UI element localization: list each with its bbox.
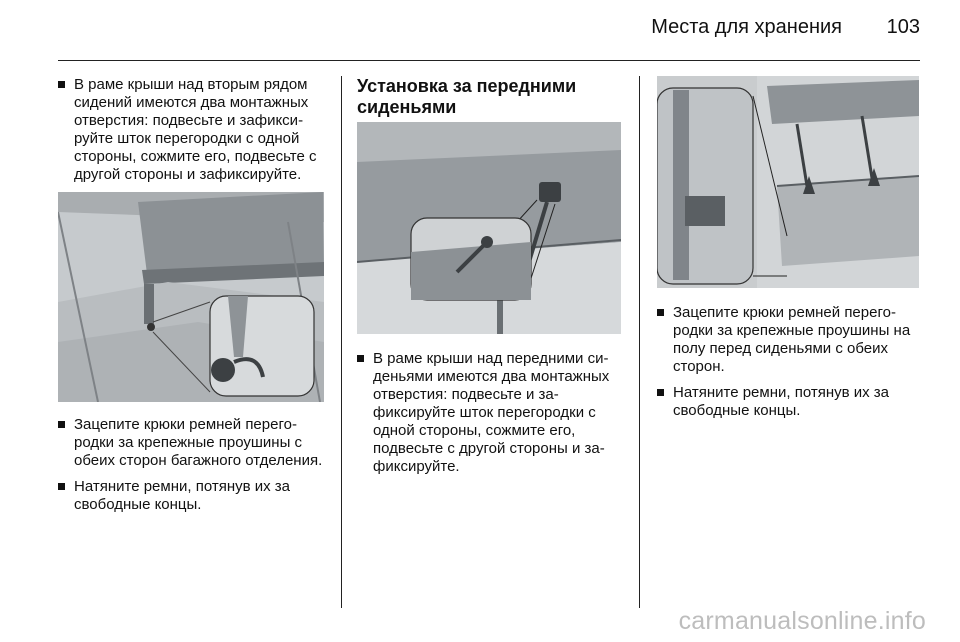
bullet-text: Зацепите крюки ремней перегородки за крепежные проушины с обеих сторон багажного отделения.	[74, 416, 323, 469]
section-heading: Установка за передними сиденьями	[357, 76, 577, 117]
bullet-text: Натяните ремни, потянув их за свободные концы.	[74, 478, 291, 513]
right-column	[657, 76, 919, 428]
bullet-item	[357, 350, 621, 476]
bullet-square	[58, 81, 65, 88]
watermark: carmanualsonline.info	[678, 607, 926, 635]
bullet-item	[58, 416, 324, 470]
bullet-item	[58, 76, 324, 184]
figure-front-roof-mount	[357, 122, 621, 334]
page-number: 103	[886, 16, 920, 38]
header-title: Места для хранения	[651, 16, 842, 38]
figure-floor-eyelets	[657, 76, 919, 288]
bullet-square	[657, 309, 664, 316]
figure-front-roof-mount-drawing	[357, 122, 621, 334]
bullet-text: Зацепите крюки ремней перегородки за крепежные проушины на полу перед сиденьями с обеих сторон.	[673, 304, 911, 375]
bullet-item	[657, 304, 919, 376]
column-divider-left	[341, 76, 342, 608]
bullet-square	[58, 421, 65, 428]
column-divider-right	[639, 76, 640, 608]
left-column	[58, 76, 324, 522]
middle-column	[357, 76, 621, 484]
bullet-item	[657, 384, 919, 420]
bullet-square	[58, 483, 65, 490]
bullet-text: Натяните ремни, потянув их за свободные концы.	[673, 384, 890, 419]
figure-trunk-belts-drawing	[58, 192, 324, 402]
bullet-square	[657, 389, 664, 396]
bullet-text: В раме крыши над передними сиденьями имеются два монтажных отверстия: подвесьте и зафиксируйте шток перегородки с одной стороны, сожмите его, подвесьте с другой стороны и зафиксируйте.	[373, 350, 610, 475]
bullet-square	[357, 355, 364, 362]
header-rule	[58, 60, 920, 61]
figure-floor-eyelets-drawing	[657, 76, 919, 288]
bullet-text: В раме крыши над вторым рядом сидений имеются два монтажных отверстия: подвесьте и зафиксируйте шток перегородки с одной стороны, сожмите его, подвесьте с другой стороны и зафиксируйте.	[74, 76, 317, 183]
figure-trunk-belts	[58, 192, 324, 402]
bullet-item	[58, 478, 324, 514]
